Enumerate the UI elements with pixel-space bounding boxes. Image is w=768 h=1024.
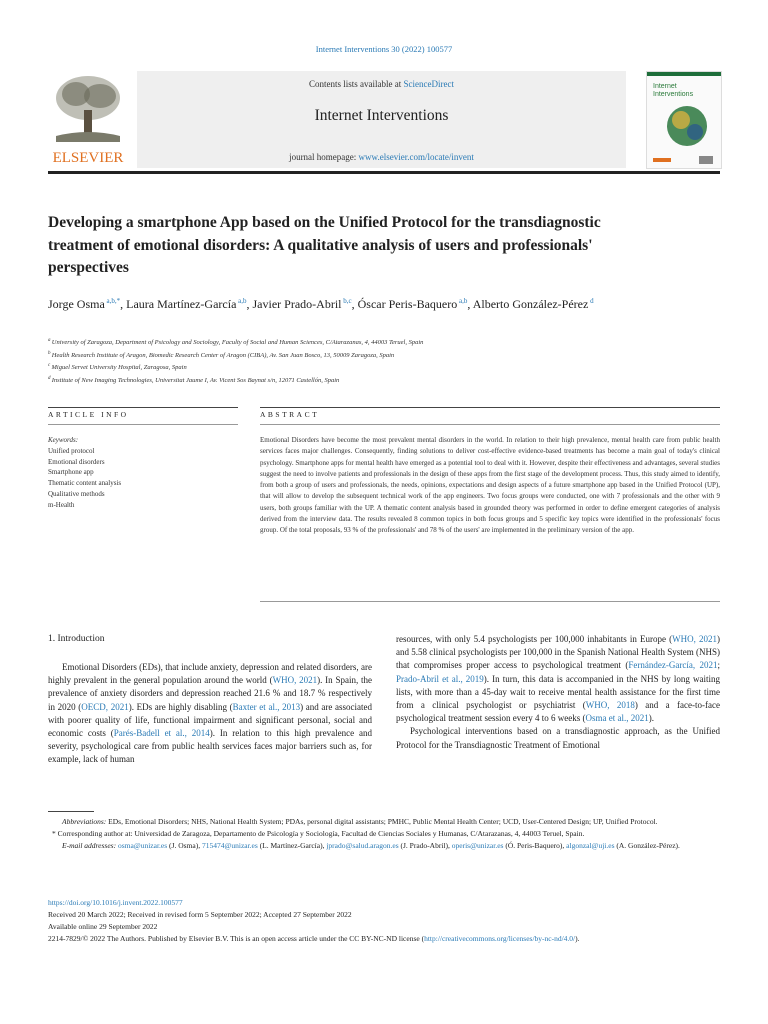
text-run: ). bbox=[648, 713, 654, 724]
abstract-rule-bottom bbox=[260, 601, 720, 602]
journal-reference[interactable]: Internet Interventions 30 (2022) 100577 bbox=[315, 44, 453, 54]
citation-link[interactable]: Fernández-García, 2021 bbox=[628, 660, 718, 671]
text-run: ). In relation to this high prevalence and severity, psychological care from public health services faces major barriers such as, for example, lack of human bbox=[48, 728, 373, 765]
online-date: Available online 29 September 2022 bbox=[48, 922, 158, 931]
doi-link[interactable]: https://doi.org/10.1016/j.invent.2022.100577 bbox=[48, 898, 183, 907]
text-run: ). In turn, this data is accompanied in the NHS by long waiting lists, with more than a 45-day wait to receive mental health assistance for the first time from a clinical psychologist or psychiatrist ( bbox=[396, 673, 720, 711]
license-link[interactable]: http://creativecommons.org/licenses/by-nc-nd/4.0/ bbox=[424, 934, 576, 943]
email-owner: (Ó. Peris-Baquero), bbox=[503, 840, 567, 850]
article-info-rule-top bbox=[48, 407, 238, 408]
abstract-text: Emotional Disorders have become the most prevalent mental disorders in the world. In relation to their high prevalence, mental health care from public health services faces major challenges. Consequently, finding solutions to deliver cost-effective evidence-based treatments has become a main goal of today's clinical psychology. Smartphone apps for mental health have emerged as a potential tool to deal with it. However, despite their effectiveness and advantages, several studies suggest the need to involve patients and professionals in the design of these apps from the first stage of the development process. Thus, this study aimed to identify, from both a group of users and professionals, the needs, opinions, expectations and design aspects of a future smartphone app based in the Unified Protocol (UP), that will allow to develop the subsequent technical work of the app engineers. Two focus groups were conducted, one with 7 professionals and the other with 9 users, both groups familiar with the UP. A thematic content analysis based in grounded theory was performed in order to define emergent categories of analysis derived from the interview data. The results revealed 8 common topics in both focus groups and 5 specific key topics were identified in the professionals' focus group. Of the total proposals, 93 % of the professionals' and 78 % of the users' are implemented in the preliminary version of the app. bbox=[260, 436, 720, 535]
section-heading-introduction: 1. Introduction bbox=[48, 634, 105, 644]
author-affiliation-marker[interactable]: d bbox=[588, 297, 594, 305]
homepage-line bbox=[137, 152, 626, 162]
citation-link[interactable]: Prado-Abril et al., 2019 bbox=[396, 673, 484, 684]
citation-link[interactable]: Baxter et al., 2013 bbox=[232, 701, 301, 712]
abstract-heading: ABSTRACT bbox=[260, 410, 320, 419]
paragraph bbox=[396, 633, 720, 725]
email-owner: (A. González-Pérez). bbox=[614, 840, 680, 850]
author-list: Jorge Osma $^{a,b,*}$, Laura Martínez-García $^{a,b}$, Javier Prado-Abril $^{b,c}$, Óscar Peris-Baquero $^{a,b}$, Alberto González-Pérez $^d$ bbox=[48, 297, 594, 311]
publisher-wordmark: ELSEVIER bbox=[52, 150, 124, 166]
keyword: Thematic content analysis bbox=[48, 479, 122, 488]
author-affiliation-marker[interactable]: a,b bbox=[236, 297, 247, 305]
affiliation: $^c$ Miguel Servet University Hospital, Zaragosa, Spain bbox=[48, 363, 187, 372]
text-run: ; bbox=[717, 660, 720, 671]
author-affiliation-marker[interactable]: b,c bbox=[341, 297, 352, 305]
keyword: Smartphone app bbox=[48, 468, 94, 477]
email-footnote bbox=[48, 840, 720, 852]
license-line bbox=[48, 933, 720, 945]
author-name[interactable]: Laura Martínez-García bbox=[126, 297, 237, 311]
cover-image-icon bbox=[647, 72, 721, 168]
corresponding-footnote: * Corresponding author at: Universidad de Zaragoza, Departamento de Psicología y Sociología, Facultad de Ciencias Sociales y Humanas, C/Atarazanas, 4, 44003 Teruel, Spain. bbox=[52, 828, 585, 838]
author-name[interactable]: Óscar Peris-Baquero bbox=[357, 297, 458, 311]
keyword: Emotional disorders bbox=[48, 457, 105, 466]
publication-info bbox=[48, 897, 720, 945]
email-link[interactable]: algonzal@uji.es bbox=[566, 840, 615, 850]
cover-title-line-2: Interventions bbox=[653, 91, 694, 98]
author-affiliation-marker[interactable]: a,b bbox=[457, 297, 468, 305]
email-owner: (J. Osma), bbox=[167, 840, 202, 850]
cover-title-line-1: Internet bbox=[653, 83, 677, 90]
affiliation-list bbox=[48, 336, 668, 387]
email-link[interactable]: operis@unizar.es bbox=[451, 840, 504, 850]
email-label: E-mail addresses: bbox=[62, 840, 118, 850]
text-run: resources, with only 5.4 psychologists per 100,000 inhabitants in Europe ( bbox=[396, 634, 673, 644]
text-run: ). In Spain, the prevalence of anxiety disorders and depression reached 21.6 % and 18.7 % respectively in 2020 ( bbox=[48, 675, 372, 712]
keyword: Unified protocol bbox=[48, 446, 95, 455]
keyword: m-Health bbox=[48, 500, 75, 509]
email-owner: (L. Martínez-García), bbox=[257, 840, 327, 850]
contents-line bbox=[137, 79, 626, 89]
elsevier-tree-icon bbox=[48, 70, 128, 166]
email-link[interactable]: jprado@salud.aragon.es bbox=[326, 840, 399, 850]
affiliation: $^b$ Health Research Institute of Aragon, Biomedic Research Center of Aragon (CIBA), Av. San Juan Bosco, 13, 50009 Zaragoza, Spain bbox=[48, 350, 395, 359]
homepage-prefix: journal homepage: bbox=[289, 152, 359, 162]
keywords-list bbox=[48, 446, 238, 511]
author-name[interactable]: Jorge Osma bbox=[48, 297, 105, 311]
keywords-block bbox=[48, 435, 238, 511]
email-owner: (J. Prado-Abril), bbox=[398, 840, 452, 850]
abbreviations-text: EDs, Emotional Disorders; NHS, National Health System; PDAs, personal digital assistants; PMHC, Public Mental Health Center; UCD, User-Centered Design; UP, Unified Protocol. bbox=[106, 817, 658, 826]
license-suffix: ). bbox=[575, 934, 580, 943]
article-info-heading: ARTICLE INFO bbox=[48, 410, 129, 419]
abbreviations-label: Abbreviations: bbox=[62, 817, 107, 826]
abstract-rule-top bbox=[260, 407, 720, 408]
author-affiliation-marker[interactable]: a,b,* bbox=[104, 297, 121, 305]
text-run: ) and are associated with poorer quality of life, functional impairment and significant personal, social and economic costs ( bbox=[48, 701, 373, 739]
header-rule bbox=[48, 171, 720, 174]
keywords-label: Keywords: bbox=[48, 436, 79, 444]
body-column-left bbox=[48, 661, 372, 767]
author-name[interactable]: Alberto González-Pérez bbox=[472, 297, 589, 311]
citation-link[interactable]: OECD, 2021 bbox=[81, 701, 129, 712]
citation-link[interactable]: Parés-Badell et al., 2014 bbox=[113, 728, 210, 739]
citation-link[interactable]: WHO, 2018 bbox=[585, 700, 635, 711]
sciencedirect-link[interactable]: ScienceDirect bbox=[403, 79, 454, 89]
homepage-link[interactable]: www.elsevier.com/locate/invent bbox=[358, 152, 474, 162]
author-name[interactable]: Javier Prado-Abril bbox=[252, 297, 342, 311]
keyword: Qualitative methods bbox=[48, 489, 105, 498]
contents-prefix: Contents lists available at bbox=[309, 79, 404, 89]
text-run: ). EDs are highly disabling ( bbox=[128, 701, 233, 712]
abstract-rule bbox=[260, 424, 720, 425]
footnotes bbox=[48, 816, 720, 851]
citation-link[interactable]: Osma et al., 2021 bbox=[585, 713, 649, 724]
journal-cover-thumbnail[interactable] bbox=[646, 71, 722, 169]
elsevier-logo bbox=[48, 70, 128, 166]
email-link[interactable]: osma@unizar.es bbox=[117, 840, 168, 850]
citation-link[interactable]: WHO, 2021 bbox=[672, 634, 717, 644]
abbreviations-footnote bbox=[48, 816, 720, 828]
email-link[interactable]: 715474@unizar.es bbox=[201, 840, 258, 850]
journal-name: Internet Interventions bbox=[314, 107, 449, 124]
affiliation: $^a$ University of Zaragoza, Department of Psicology and Sociology, Faculty of Social and Human Sciences, C/Atarazanas, 4, 44003 Teruel, Spain bbox=[48, 338, 424, 347]
text-run: Emotional Disorders (EDs), that include anxiety, depression and related disorders, are highly prevalent in the general population around the world ( bbox=[48, 662, 372, 686]
citation-link[interactable]: WHO, 2021 bbox=[272, 675, 318, 686]
paragraph: Psychological interventions based on a transdiagnostic approach, as the Unified Protocol for the Transdiagnostic Treatment of Emotional bbox=[396, 726, 720, 750]
footnote-rule bbox=[48, 811, 94, 812]
text-run: ) and a face-to-face psychological treatment session every 4 to 6 weeks ( bbox=[396, 700, 720, 724]
paragraph bbox=[48, 661, 372, 767]
license-prefix: 2214-7829/© 2022 The Authors. Published by Elsevier B.V. This is an open access article under the CC BY-NC-ND license ( bbox=[48, 934, 425, 943]
received-dates: Received 20 March 2022; Received in revised form 5 September 2022; Accepted 27 September 2022 bbox=[48, 910, 352, 919]
article-title: Developing a smartphone App based on the Unified Protocol for the transdiagnostic treatment of emotional disorders: A qualitative analysis of users and professionals' perspectives bbox=[48, 214, 601, 276]
article-info-rule bbox=[48, 424, 238, 425]
affiliation: $^d$ Institute of New Imaging Technologies, Universitat Jaume I, Av. Vicent Sos Baynat s/n, 12071 Castellón, Spain bbox=[48, 375, 340, 385]
text-run: ) and 5.58 clinical psychologists per 100,000 in the Spanish National Health System (NHS) that compromises proper access to psychological treatment ( bbox=[396, 634, 720, 671]
body-column-right bbox=[396, 633, 720, 752]
